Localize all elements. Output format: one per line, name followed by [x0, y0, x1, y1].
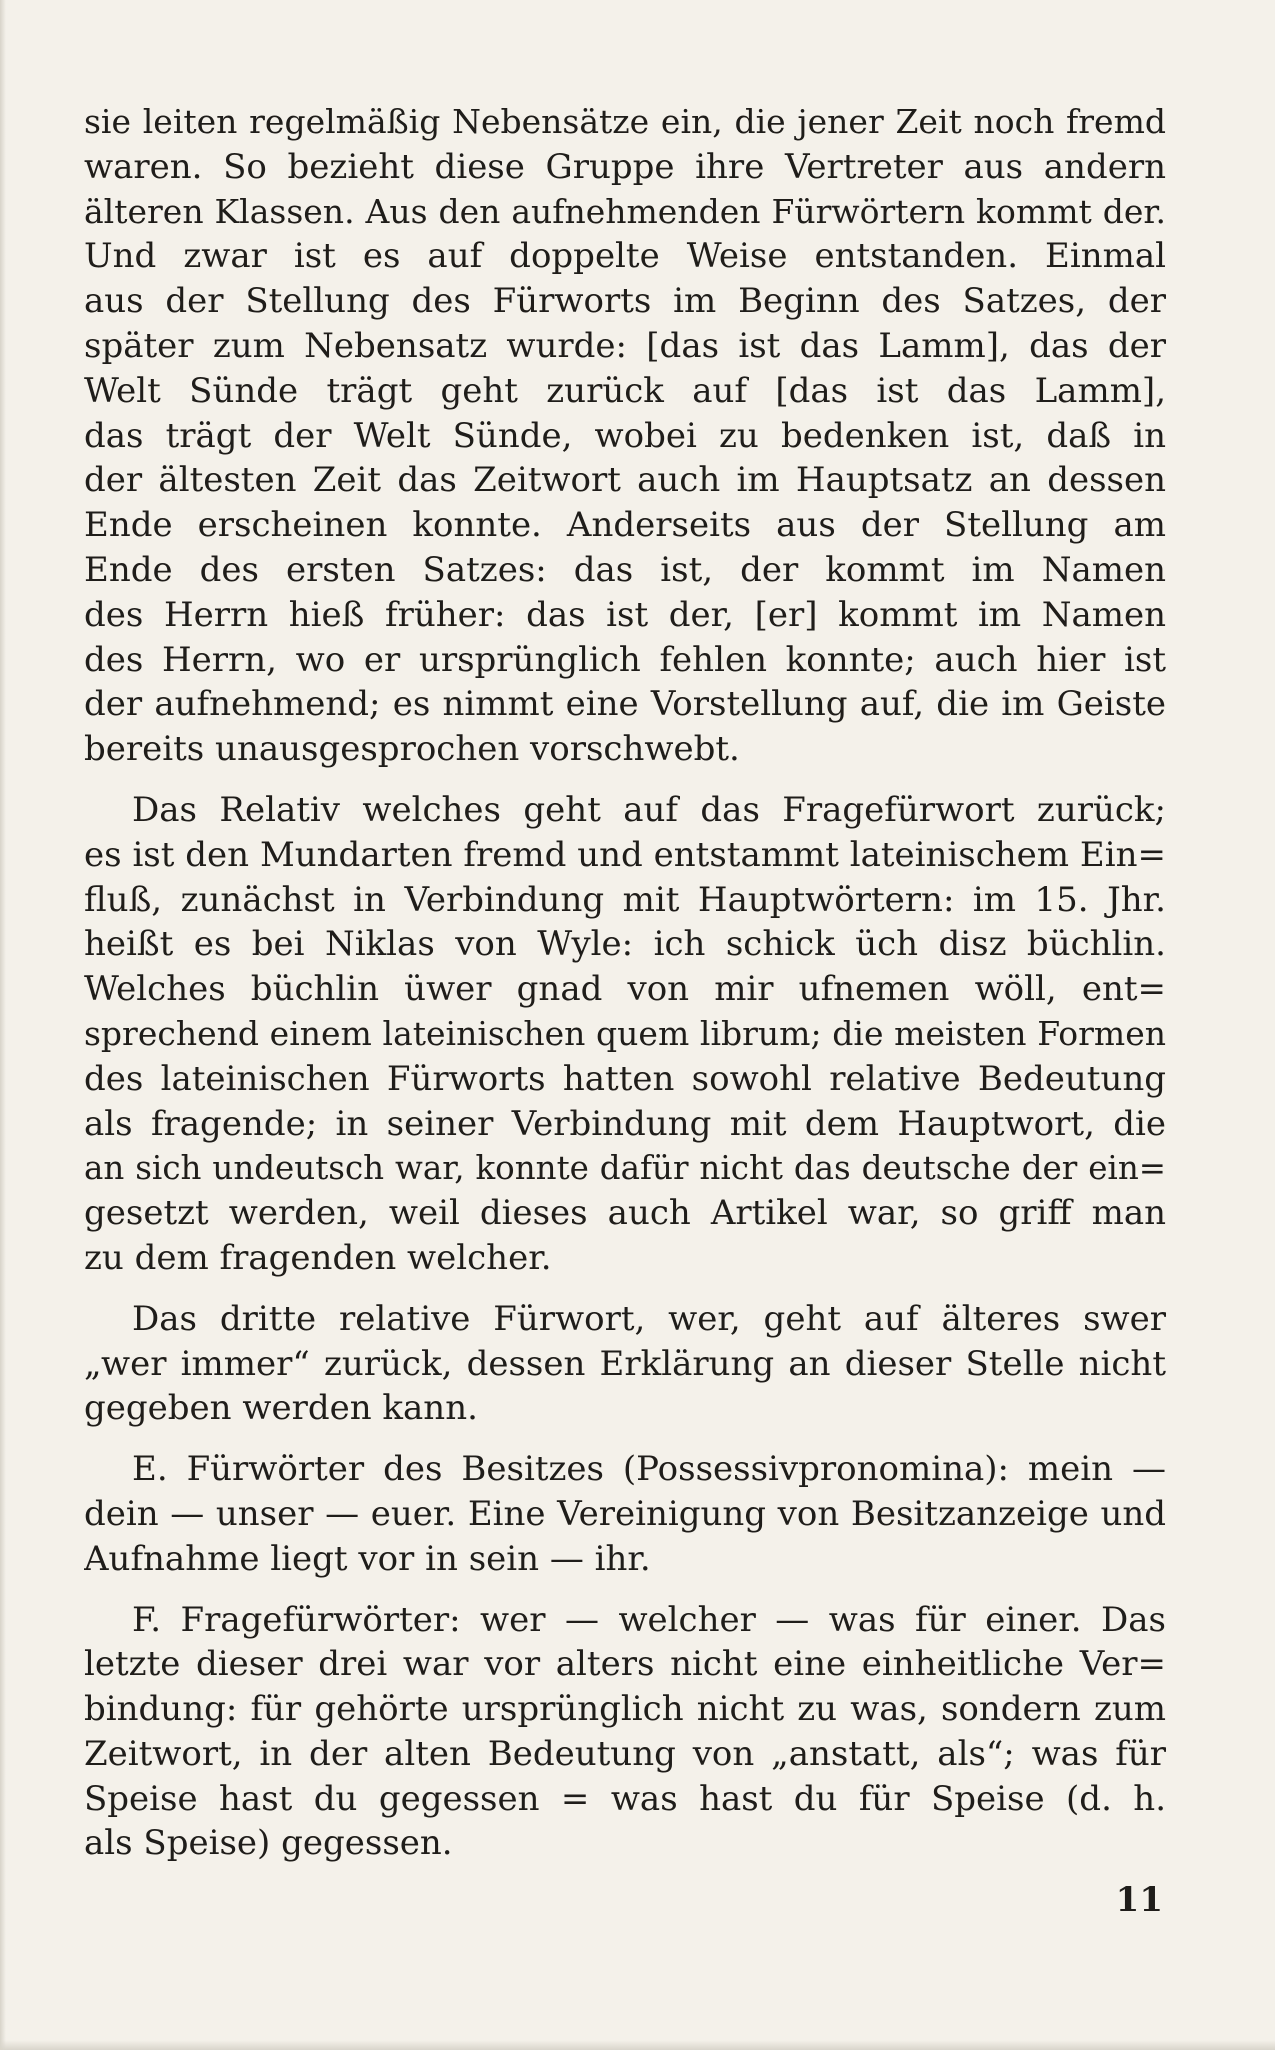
text-line: Ende des ersten Satzes: das ist, der kommt im Namen [84, 549, 1166, 590]
text-line: des Herrn, wo er ursprünglich fehlen konnte; auch hier ist [84, 639, 1166, 680]
text-line: der aufnehmend; es nimmt eine Vorstellung auf, die im Geiste [84, 684, 1166, 725]
paragraph [84, 1447, 1166, 1581]
text-line: Zeitwort, in der alten Bedeutung von „anstatt, als“; was für [84, 1733, 1166, 1774]
text-line: gegeben werden kann. [84, 1388, 478, 1429]
text-line: das trägt der Welt Sünde, wobei zu bedenken ist, daß in [84, 415, 1166, 456]
text-line: Aufnahme liegt vor in sein — ihr. [84, 1538, 651, 1579]
text-line: sprechend einem lateinischen quem librum; die meisten Formen [84, 1013, 1166, 1053]
text-line: Speise hast du gegessen = was hast du für Speise (d. h. [84, 1778, 1166, 1819]
text-line: Welches büchlin üwer gnad von mir ufnemen wöll, ent= [84, 969, 1166, 1010]
text-line: E. Fürwörter des Besitzes (Possessivpronomina): mein — [132, 1449, 1166, 1490]
text-line: gesetzt werden, weil dieses auch Artikel war, so griff man [84, 1193, 1166, 1234]
text-line: der ältesten Zeit das Zeitwort auch im Hauptsatz an dessen [84, 460, 1166, 501]
text-line: Welt Sünde trägt geht zurück auf [das ist das Lamm], [84, 370, 1166, 411]
text-line: Und zwar ist es auf doppelte Weise entstanden. Einmal [84, 236, 1166, 277]
text-line: letzte dieser drei war vor alters nicht eine einheitliche Ver= [84, 1644, 1166, 1685]
text-line: als Speise) gegessen. [84, 1823, 453, 1864]
page-number: 11 [1115, 1880, 1163, 1920]
text-line: später zum Nebensatz wurde: [das ist das Lamm], das der [84, 325, 1166, 366]
text-line: zu dem fragenden welcher. [84, 1237, 552, 1278]
text-line: des lateinischen Fürworts hatten sowohl relative Bedeutung [84, 1058, 1166, 1099]
text-line: Das dritte relative Fürwort, wer, geht auf älteres swer [132, 1298, 1166, 1339]
body-text [84, 100, 1166, 1882]
paragraph [84, 1297, 1166, 1431]
text-line: Ende erscheinen konnte. Anderseits aus der Stellung am [84, 505, 1166, 546]
paragraph [84, 788, 1166, 1281]
text-line: fluß, zunächst in Verbindung mit Hauptwörtern: im 15. Jhr. [84, 879, 1166, 920]
text-line: waren. So bezieht diese Gruppe ihre Vertreter aus andern [84, 146, 1166, 187]
text-line: Das Relativ welches geht auf das Fragefürwort zurück; [132, 789, 1166, 830]
text-line: „wer immer“ zurück, dessen Erklärung an dieser Stelle nicht [84, 1343, 1166, 1384]
text-line: F. Fragefürwörter: wer — welcher — was für einer. Das [132, 1599, 1166, 1640]
page-left-edge [0, 0, 6, 2050]
text-line: sie leiten regelmäßig Nebensätze ein, die jener Zeit noch fremd [84, 102, 1166, 141]
text-line: des Herrn hieß früher: das ist der, [er] kommt im Namen [84, 594, 1166, 635]
paragraph [84, 100, 1166, 772]
text-line: dein — unser — euer. Eine Vereinigung von Besitzanzeige und [84, 1493, 1166, 1534]
text-line: bindung: für gehörte ursprünglich nicht zu was, sondern zum [84, 1689, 1166, 1730]
text-line: es ist den Mundarten fremd und entstammt lateinischem Ein= [84, 834, 1166, 875]
text-line: bereits unausgesprochen vorschwebt. [84, 729, 740, 770]
page-bottom-edge [0, 2040, 1275, 2050]
text-line: aus der Stellung des Fürworts im Beginn des Satzes, der [84, 281, 1166, 322]
text-line: an sich undeutsch war, konnte dafür nicht das deutsche der ein= [84, 1149, 1166, 1188]
text-line: älteren Klassen. Aus den aufnehmenden Fürwörtern kommt der. [84, 191, 1166, 231]
text-line: als fragende; in seiner Verbindung mit dem Hauptwort, die [84, 1103, 1166, 1144]
paragraph [84, 1598, 1166, 1867]
text-line: heißt es bei Niklas von Wyle: ich schick üch disz büchlin. [84, 924, 1166, 965]
